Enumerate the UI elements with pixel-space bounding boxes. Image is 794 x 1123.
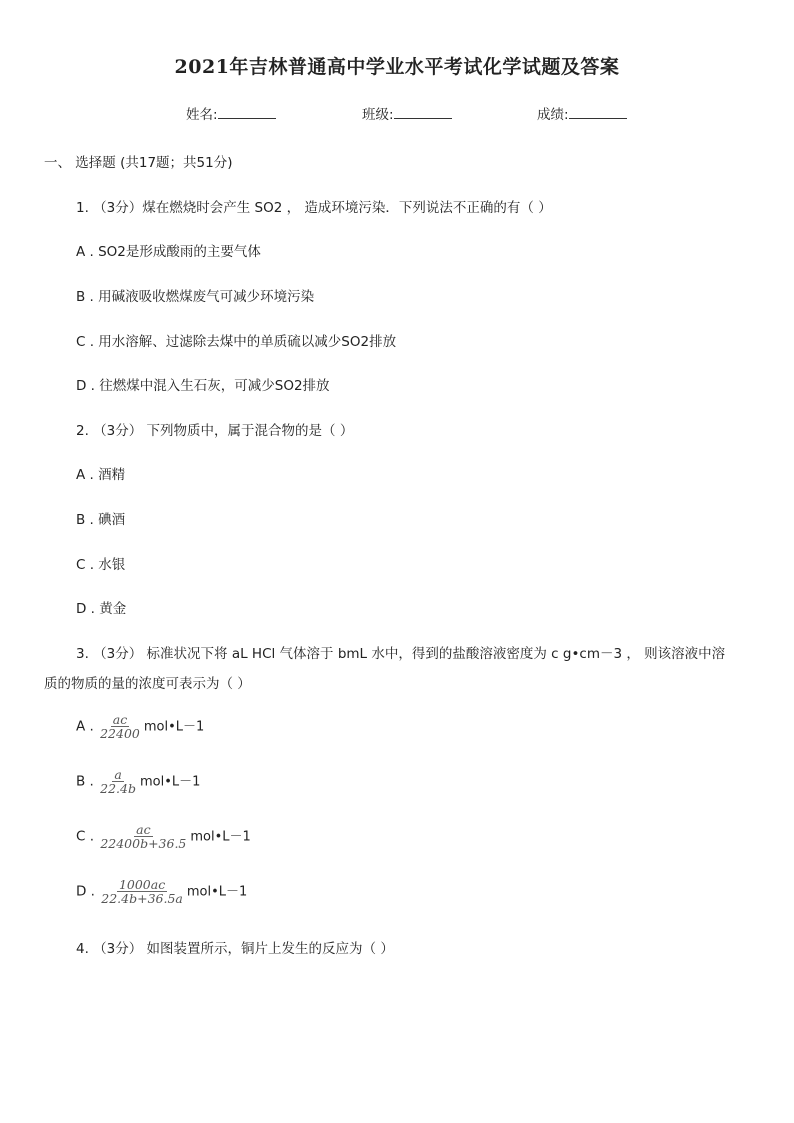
question-4-stem: 4. （3分） 如图装置所示，铜片上发生的反应为（ ）: [76, 941, 394, 957]
score-label: 成绩:: [537, 107, 569, 123]
question-3-option-c: [76, 823, 251, 850]
option-label: D .: [76, 883, 100, 900]
page-title: 2021年吉林普通高中学业水平考试化学试题及答案: [174, 56, 620, 78]
fraction-numerator: a: [114, 767, 122, 782]
fraction-denominator: 22.4b: [100, 781, 136, 796]
question-2-option-d: D . 黄金: [76, 601, 127, 617]
question-1-option-c: C . 用水溶解、过滤除去煤中的单质硫以减少SO2排放: [76, 334, 397, 350]
question-2-option-b: B . 碘酒: [76, 512, 126, 528]
fraction-numerator: ac: [112, 712, 128, 727]
question-2-stem: 2. （3分） 下列物质中，属于混合物的是（ ）: [76, 423, 354, 439]
class-blank: [394, 106, 452, 119]
class-label: 班级:: [362, 107, 394, 123]
score-blank: [569, 106, 627, 119]
fraction-numerator: ac: [136, 822, 151, 837]
option-label: A .: [76, 718, 99, 735]
fraction: [99, 878, 185, 905]
unit: mol•L－1: [143, 719, 205, 735]
question-1-option-d: D . 往燃煤中混入生石灰，可减少SO2排放: [76, 378, 330, 394]
question-3-option-a: [76, 713, 204, 740]
question-3-stem-line2: 质的物质的量的浓度可表示为（ ）: [44, 676, 251, 692]
question-2-option-a: A . 酒精: [76, 467, 126, 483]
fraction-denominator: 22.4b+36.5a: [101, 891, 183, 906]
section-heading: 一、 选择题 (共17题；共51分): [44, 155, 233, 171]
unit: mol•L－1: [186, 884, 248, 900]
question-3-option-d: [76, 878, 247, 905]
fraction-denominator: 22400: [100, 726, 140, 741]
unit: mol•L－1: [190, 829, 251, 845]
score-field: [537, 103, 627, 123]
option-label: B .: [76, 773, 99, 790]
fraction: [98, 713, 142, 740]
fraction-denominator: 22400b+36.5: [100, 836, 187, 851]
question-3-option-b: [76, 768, 200, 795]
fraction: [98, 823, 188, 850]
option-label: C .: [76, 828, 99, 845]
class-field: [362, 103, 452, 123]
question-1-option-b: B . 用碱液吸收燃煤废气可减少环境污染: [76, 289, 315, 305]
question-2-option-c: C . 水银: [76, 557, 126, 573]
name-blank: [218, 106, 276, 119]
unit: mol•L－1: [139, 774, 201, 790]
fraction: [98, 768, 138, 795]
name-label: 姓名:: [186, 107, 218, 123]
question-3-stem-line1: 3. （3分） 标准状况下将 aL HCl 气体溶于 bmL 水中，得到的盐酸溶液密度为 c g•cm－3 ， 则该溶液中溶: [76, 646, 726, 662]
name-field: [186, 103, 276, 123]
fraction-numerator: 1000ac: [118, 877, 166, 892]
question-1-stem: 1. （3分）煤在燃烧时会产生 SO2 ， 造成环境污染．下列说法不正确的有（ ）: [76, 200, 552, 216]
question-1-option-a: A . SO2是形成酸雨的主要气体: [76, 244, 261, 260]
